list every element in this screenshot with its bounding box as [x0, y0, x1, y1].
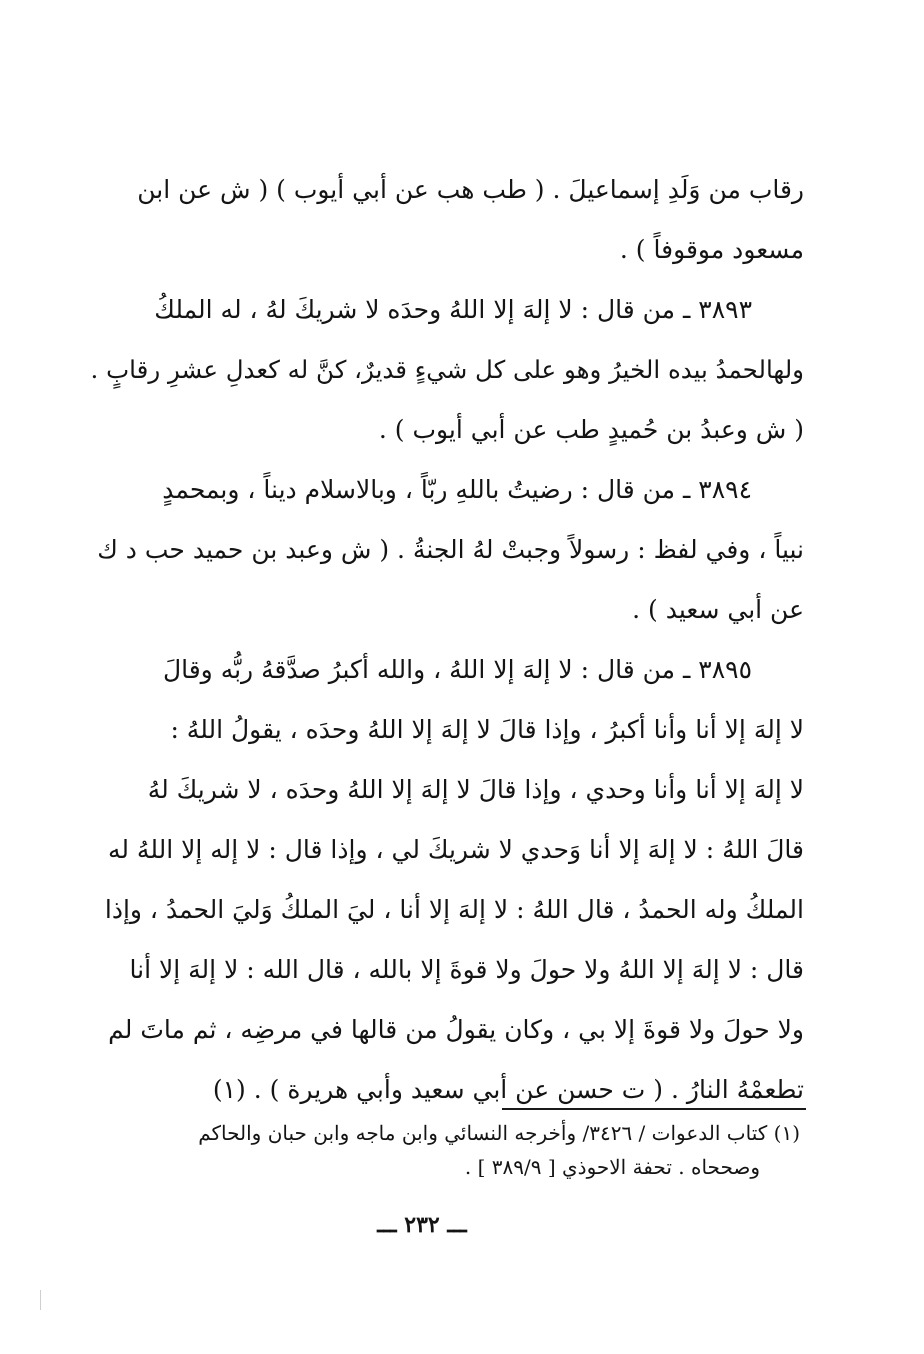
text-line: ولا حولَ ولا قوةَ إلا بي ، وكان يقولُ من قالها في مرضِه ، ثم ماتَ لم [108, 1015, 804, 1044]
text-line: تطعمْهُ النارُ . ( ت حسن عن أبي سعيد وأبي هريرة ) . (١) [212, 1075, 804, 1104]
hadith-3895-start: ٣٨٩٥ ـ من قال : لا إلهَ إلا اللهُ ، والله أكبرُ صدَّقهُ ربُّه وقالَ [162, 655, 752, 684]
scan-margin-mark [40, 1290, 41, 1310]
main-text [78, 160, 804, 1120]
hadith-3893-start: ٣٨٩٣ ـ من قال : لا إلهَ إلا اللهُ وحدَه لا شريكَ لهُ ، له الملكُ [154, 295, 752, 324]
text-line: لا إلهَ إلا أنا وأنا وحدي ، وإذا قالَ لا إلهَ إلا اللهُ وحدَه ، لا شريكَ لهُ [147, 775, 804, 804]
text-line: قال : لا إلهَ إلا اللهُ ولا حولَ ولا قوةَ إلا بالله ، قال الله : لا إلهَ إلا أنا [129, 955, 804, 984]
hadith-3894-start: ٣٨٩٤ ـ من قال : رضيتُ باللهِ ربّاً ، وبالاسلام ديناً ، وبمحمدٍ [162, 475, 752, 504]
footnote-line: وصححاه . تحفة الاحوذي [ ٣٨٩/٩ ] . [464, 1155, 760, 1179]
text-line: ولهالحمدُ بيده الخيرُ وهو على كل شيءٍ قديرٌ، كنَّ له كعدلِ عشرِ رقابٍ . [90, 355, 804, 384]
text-line: نبياً ، وفي لفظ : رسولاً وجبتْ لهُ الجنةُ . ( ش وعبد بن حميد حب د ك [97, 535, 804, 564]
text-line: لا إلهَ إلا أنا وأنا أكبرُ ، وإذا قالَ لا إلهَ إلا اللهُ وحدَه ، يقولُ اللهُ : [170, 715, 804, 744]
footnote-divider [502, 1108, 806, 1110]
text-line: قالَ اللهُ : لا إلهَ إلا أنا وَحدي لا شريكَ لي ، وإذا قال : لا إله إلا اللهُ له [107, 835, 804, 864]
text-line: عن أبي سعيد ) . [632, 595, 804, 624]
footnote [80, 1116, 800, 1184]
text-line: مسعود موقوفاً ) . [619, 235, 804, 264]
text-line: ( ش وعبدُ بن حُميدٍ طب عن أبي أيوب ) . [378, 415, 804, 444]
text-line: رقاب من وَلَدِ إسماعيلَ . ( طب هب عن أبي أيوب ) ( ش عن ابن [137, 175, 804, 204]
page-number: ـــ ٢٣٢ ـــ [377, 1212, 467, 1238]
footnote-line: (١) كتاب الدعوات / ٣٤٢٦/ وأخرجه النسائي وابن ماجه وابن حبان والحاكم [198, 1121, 800, 1145]
text-line: الملكُ وله الحمدُ ، قال اللهُ : لا إلهَ إلا أنا ، ليَ الملكُ وَليَ الحمدُ ، وإذا [104, 895, 804, 924]
